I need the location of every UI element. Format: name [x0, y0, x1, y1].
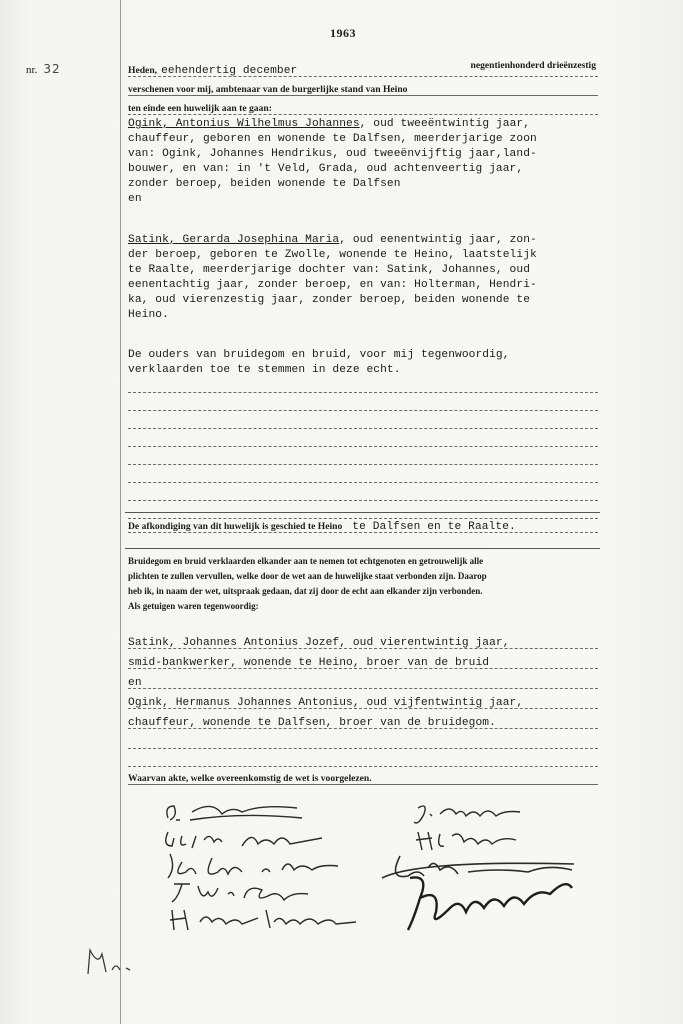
blank-rule — [128, 732, 598, 749]
announcement-label: De afkondiging van dit huwelijk is geschied te Heino — [128, 521, 343, 532]
bride-line-4: ka, oud vierenzestig jaar, zonder beroep, beiden wonende te — [128, 294, 531, 306]
intro-purpose: ten einde een huwelijk aan te gaan: — [128, 103, 272, 114]
announcement-line — [128, 516, 598, 533]
registrar-initials-mark — [82, 940, 132, 980]
witness-line-4: chauffeur, wonende te Dalfsen, broer van de bruidegom. — [128, 712, 598, 729]
witness-line-1: smid-bankwerker, wonende te Heino, broer van de bruid — [128, 652, 598, 669]
intro-line-1 — [128, 60, 598, 77]
bride-line-3: eenentachtig jaar, zonder beroep, en van: Holterman, Hendri- — [128, 279, 537, 291]
closing-text: Waarvan akte, welke overeenkomstig de wet is voorgelezen. — [128, 773, 372, 784]
consent-line-0: De ouders van bruidegom en bruid, voor mij tegenwoordig, — [128, 349, 510, 361]
blank-rule — [128, 376, 598, 393]
announcement-value: te Dalfsen en te Raalte. — [352, 521, 516, 533]
bride-block — [128, 233, 598, 323]
record-number-value: 32 — [43, 62, 61, 76]
blank-rule — [128, 466, 598, 483]
groom-line-0: Ogink, Antonius Wilhelmus Johannes, oud tweeëntwintig jaar, — [128, 118, 531, 130]
blank-rule — [128, 412, 598, 429]
blank-rule — [128, 430, 598, 447]
witness-line-2: en — [128, 672, 598, 689]
intro-officer: verschenen voor mij, ambtenaar van de burgerlijke stand van Heino — [128, 84, 408, 95]
bride-line-5: Heino. — [128, 309, 169, 321]
blank-rule — [128, 750, 598, 767]
intro-line-2 — [128, 79, 598, 96]
intro-line-3 — [128, 98, 598, 115]
blank-rule — [128, 484, 598, 501]
groom-line-2: van: Ogink, Johannes Hendrikus, oud tweeënvijftig jaar,land- — [128, 148, 537, 160]
declaration-block — [128, 554, 598, 614]
signature-right-4 — [400, 868, 580, 938]
groom-line-3: bouwer, en van: in 't Veld, Grada, oud achtenveertig jaar, — [128, 163, 524, 175]
bride-line-1: der beroep, geboren te Zwolle, wonende te Heino, laatstelijk — [128, 249, 537, 261]
record-number-label: nr. — [26, 64, 38, 76]
section-separator — [125, 548, 600, 549]
witnesses-label: Als getuigen waren tegenwoordig: — [128, 601, 259, 611]
intro-year-words: negentienhonderd drieënzestig — [470, 60, 596, 71]
declaration-line-1: plichten te zullen vervullen, welke door de wet aan de huwelijke staat verbonden zijn. Daarop — [128, 571, 487, 581]
section-separator — [125, 512, 600, 513]
blank-rule — [128, 448, 598, 465]
intro-heden: Heden, — [128, 65, 158, 76]
bride-line-2: te Raalte, meerderjarige dochter van: Satink, Johannes, oud — [128, 264, 531, 276]
signature-left-5 — [166, 904, 366, 936]
margin-rule — [120, 0, 121, 1024]
groom-line-4: zonder beroep, beiden wonende te Dalfsen — [128, 178, 401, 190]
witness-line-3: Ogink, Hermanus Johannes Antonius, oud vijfentwintig jaar, — [128, 692, 598, 709]
intro-date: eehendertig december — [161, 65, 298, 77]
groom-name: Ogink, Antonius Wilhelmus Johannes — [128, 118, 360, 130]
declaration-line-0: Bruidegom en bruid verklaarden elkander aan te nemen tot echtgenoten en getrouwelijk alle — [128, 556, 484, 566]
declaration-line-2: heb ik, in naam der wet, uitspraak gedaan, dat zij door de echt aan elkander zijn verbonden. — [128, 586, 483, 596]
register-year: 1963 — [330, 26, 356, 40]
bride-name: Satink, Gerarda Josephina Maria — [128, 234, 340, 246]
consent-block — [128, 348, 598, 378]
bride-line-0: Satink, Gerarda Josephina Maria, oud eenentwintig jaar, zon- — [128, 234, 537, 246]
groom-line-5: en — [128, 193, 142, 205]
signature-left-1 — [162, 798, 302, 828]
groom-line-1: chauffeur, geboren en wonende te Dalfsen, meerderjarige zoon — [128, 133, 537, 145]
consent-line-1: verklaarden toe te stemmen in deze echt. — [128, 364, 401, 376]
closing-line — [128, 768, 598, 785]
witness-line-0: Satink, Johannes Antonius Jozef, oud vierentwintig jaar, — [128, 632, 598, 649]
record-number — [26, 62, 61, 76]
blank-rule — [128, 394, 598, 411]
groom-block — [128, 117, 598, 207]
